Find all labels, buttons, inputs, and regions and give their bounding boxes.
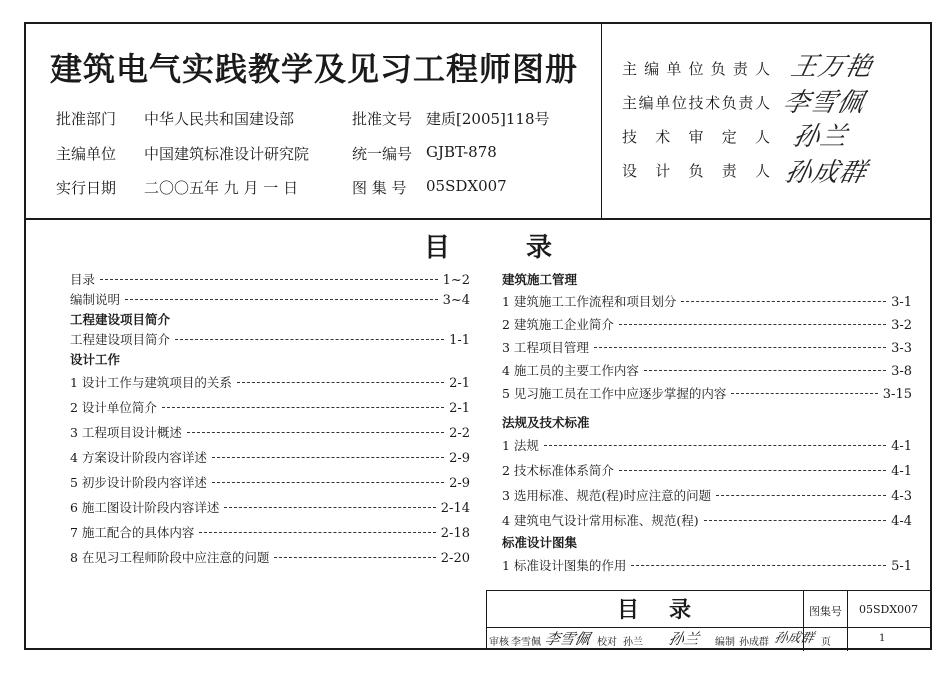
toc-item-page: 3-3 bbox=[891, 341, 912, 356]
responsible-row bbox=[622, 58, 770, 79]
leader-line bbox=[100, 279, 438, 280]
atlas-title: 建筑电气实践教学及见习工程师图册 bbox=[50, 50, 579, 88]
responsible-label: 主编单位负责人 bbox=[622, 60, 770, 78]
toc-section-heading: 标准设计图集 bbox=[502, 535, 578, 550]
leader-line bbox=[544, 445, 886, 446]
review-signature: 李雪佩 bbox=[542, 630, 592, 648]
toc-section-heading: 建筑施工管理 bbox=[502, 272, 578, 287]
leader-line bbox=[681, 301, 886, 302]
unified-no-value: GJBT-878 bbox=[426, 143, 497, 161]
toc-item[interactable] bbox=[502, 382, 912, 405]
toc-item-page: 2-20 bbox=[440, 551, 470, 566]
leader-line bbox=[199, 532, 435, 533]
toc-item[interactable] bbox=[502, 483, 912, 508]
toc-item[interactable] bbox=[502, 553, 912, 578]
check-signature: 孙兰 bbox=[666, 630, 701, 648]
toc-item-text: 5 初步设计阶段内容详述 bbox=[70, 475, 207, 490]
impl-date-label: 实行日期 bbox=[56, 179, 117, 197]
header-vertical-divider bbox=[601, 24, 602, 218]
approve-dept-value: 中华人民共和国建设部 bbox=[144, 110, 295, 128]
atlas-no-label: 图 集 号 bbox=[352, 179, 407, 197]
approve-doc-value: 建质[2005]118号 bbox=[426, 110, 550, 128]
toc-item[interactable] bbox=[70, 545, 470, 570]
toc-item-page: 2-2 bbox=[449, 426, 470, 441]
leader-line bbox=[716, 495, 886, 496]
spacer bbox=[502, 405, 912, 413]
title-block bbox=[486, 590, 930, 650]
page-number: 1 bbox=[879, 633, 886, 644]
atlas-no-label: 图集号 bbox=[809, 605, 842, 618]
toc-item-text: 1 建筑施工工作流程和项目划分 bbox=[502, 294, 677, 309]
impl-date-value: 二〇〇五年 九 月 一 日 bbox=[144, 179, 299, 197]
toc-item-page: 2-18 bbox=[440, 526, 470, 541]
toc-left-column bbox=[70, 270, 470, 570]
editor-unit-value: 中国建筑标准设计研究院 bbox=[144, 145, 310, 163]
leader-line bbox=[644, 370, 886, 371]
draw-label: 编制 bbox=[715, 637, 735, 648]
leader-line bbox=[162, 407, 444, 408]
leader-line bbox=[704, 520, 886, 521]
toc-section-heading: 法规及技术标准 bbox=[502, 415, 590, 430]
toc-item-page: 4-1 bbox=[891, 464, 912, 479]
leader-line bbox=[224, 507, 435, 508]
responsible-row bbox=[622, 126, 770, 147]
leader-line bbox=[212, 482, 444, 483]
toc-item[interactable] bbox=[502, 359, 912, 382]
title-block-divider bbox=[847, 591, 848, 651]
toc-item[interactable] bbox=[502, 313, 912, 336]
toc-item-text: 3 选用标准、规范(程)时应注意的问题 bbox=[502, 488, 712, 503]
toc-item-text: 工程建设项目简介 bbox=[70, 332, 171, 347]
toc-item-page: 3-8 bbox=[891, 364, 912, 379]
leader-line bbox=[125, 299, 438, 300]
toc-item[interactable] bbox=[70, 270, 470, 290]
toc-item-text: 3 工程项目设计概述 bbox=[70, 425, 182, 440]
atlas-no-value: 05SDX007 bbox=[859, 603, 919, 616]
editor-unit-label: 主编单位 bbox=[56, 145, 117, 163]
signature-tech-chief: 李雪佩 bbox=[780, 88, 868, 118]
toc-item-text: 2 设计单位简介 bbox=[70, 400, 157, 415]
toc-item-page: 1~2 bbox=[442, 273, 470, 288]
responsible-row bbox=[622, 160, 770, 181]
toc-section-heading: 设计工作 bbox=[70, 352, 121, 367]
review-label: 审核 bbox=[489, 637, 509, 648]
leader-line bbox=[187, 432, 444, 433]
toc-item-page: 4-1 bbox=[891, 439, 912, 454]
responsible-label: 主编单位技术负责人 bbox=[622, 94, 770, 112]
toc-item-text: 4 方案设计阶段内容详述 bbox=[70, 450, 207, 465]
toc-item[interactable] bbox=[502, 433, 912, 458]
toc-item[interactable] bbox=[70, 495, 470, 520]
header-divider bbox=[26, 218, 930, 220]
leader-line bbox=[212, 457, 444, 458]
toc-section-heading: 工程建设项目简介 bbox=[70, 312, 171, 327]
toc-item[interactable] bbox=[502, 336, 912, 359]
toc-item[interactable] bbox=[502, 290, 912, 313]
toc-item[interactable] bbox=[502, 458, 912, 483]
leader-line bbox=[594, 347, 886, 348]
toc-item-text: 4 建筑电气设计常用标准、规范(程) bbox=[502, 513, 699, 528]
unified-no-label: 统一编号 bbox=[352, 145, 413, 163]
draw-signature: 孙成群 bbox=[772, 631, 816, 646]
toc-item-text: 2 建筑施工企业简介 bbox=[502, 317, 614, 332]
approve-doc-label: 批准文号 bbox=[352, 110, 413, 128]
toc-item-text: 1 法规 bbox=[502, 438, 539, 453]
leader-line bbox=[631, 565, 886, 566]
review-name: 李雪佩 bbox=[511, 637, 541, 648]
toc-item[interactable] bbox=[70, 370, 470, 395]
approve-dept-label: 批准部门 bbox=[56, 110, 117, 128]
toc-item-text: 4 施工员的主要工作内容 bbox=[502, 363, 639, 378]
toc-item-text: 编制说明 bbox=[70, 292, 121, 307]
signature-design-lead: 孙成群 bbox=[782, 158, 870, 188]
check-name: 孙兰 bbox=[623, 637, 643, 648]
toc-item-text: 6 施工图设计阶段内容详述 bbox=[70, 500, 220, 515]
leader-line bbox=[619, 470, 886, 471]
responsible-label: 设计负责人 bbox=[622, 162, 770, 180]
leader-line bbox=[619, 324, 886, 325]
toc-item[interactable] bbox=[70, 445, 470, 470]
toc-item[interactable] bbox=[70, 470, 470, 495]
toc-item-page: 2-9 bbox=[449, 451, 470, 466]
toc-item-page: 4-4 bbox=[891, 514, 912, 529]
signature-tech-reviewer: 孙兰 bbox=[790, 122, 851, 152]
toc-item-page: 4-3 bbox=[891, 489, 912, 504]
responsible-label: 技术审定人 bbox=[622, 128, 770, 146]
toc-item-page: 3-1 bbox=[891, 295, 912, 310]
toc-item[interactable] bbox=[502, 508, 912, 533]
toc-item[interactable] bbox=[70, 330, 470, 350]
toc-item-text: 1 设计工作与建筑项目的关系 bbox=[70, 375, 232, 390]
title-block-title: 目录 bbox=[617, 598, 722, 623]
toc-title-char-1: 目 bbox=[424, 233, 451, 263]
toc-item-text: 目录 bbox=[70, 272, 96, 287]
draw-name: 孙成群 bbox=[739, 637, 769, 648]
toc-item-text: 7 施工配合的具体内容 bbox=[70, 525, 195, 540]
toc-item-page: 5-1 bbox=[891, 559, 912, 574]
toc-item-page: 2-1 bbox=[449, 401, 470, 416]
toc-item-text: 1 标准设计图集的作用 bbox=[502, 558, 627, 573]
toc-item-text: 8 在见习工程师阶段中应注意的问题 bbox=[70, 550, 270, 565]
toc-item-text: 5 见习施工员在工作中应逐步掌握的内容 bbox=[502, 386, 727, 401]
atlas-no-value: 05SDX007 bbox=[426, 177, 507, 195]
toc-item[interactable] bbox=[70, 520, 470, 545]
page-label: 页 bbox=[821, 637, 831, 648]
responsible-row bbox=[622, 92, 770, 113]
toc-item-page: 3-2 bbox=[891, 318, 912, 333]
leader-line bbox=[274, 557, 435, 558]
drawing-frame bbox=[24, 22, 932, 650]
toc-item-page: 3-15 bbox=[882, 387, 912, 402]
toc-item[interactable] bbox=[70, 290, 470, 310]
toc-item-page: 2-14 bbox=[440, 501, 470, 516]
toc-item-page: 3~4 bbox=[442, 293, 470, 308]
toc-right-column bbox=[502, 270, 912, 578]
signature-chief-editor: 王万艳 bbox=[788, 52, 876, 82]
leader-line bbox=[237, 382, 444, 383]
toc-item-text: 2 技术标准体系简介 bbox=[502, 463, 614, 478]
toc-item[interactable] bbox=[70, 395, 470, 420]
check-label: 校对 bbox=[597, 637, 617, 648]
leader-line bbox=[731, 393, 877, 394]
leader-line bbox=[175, 339, 444, 340]
toc-item-page: 2-1 bbox=[449, 376, 470, 391]
toc-item[interactable] bbox=[70, 420, 470, 445]
toc-title-char-2: 录 bbox=[526, 233, 553, 263]
toc-item-page: 2-9 bbox=[449, 476, 470, 491]
toc-item-page: 1-1 bbox=[449, 333, 470, 348]
toc-item-text: 3 工程项目管理 bbox=[502, 340, 589, 355]
